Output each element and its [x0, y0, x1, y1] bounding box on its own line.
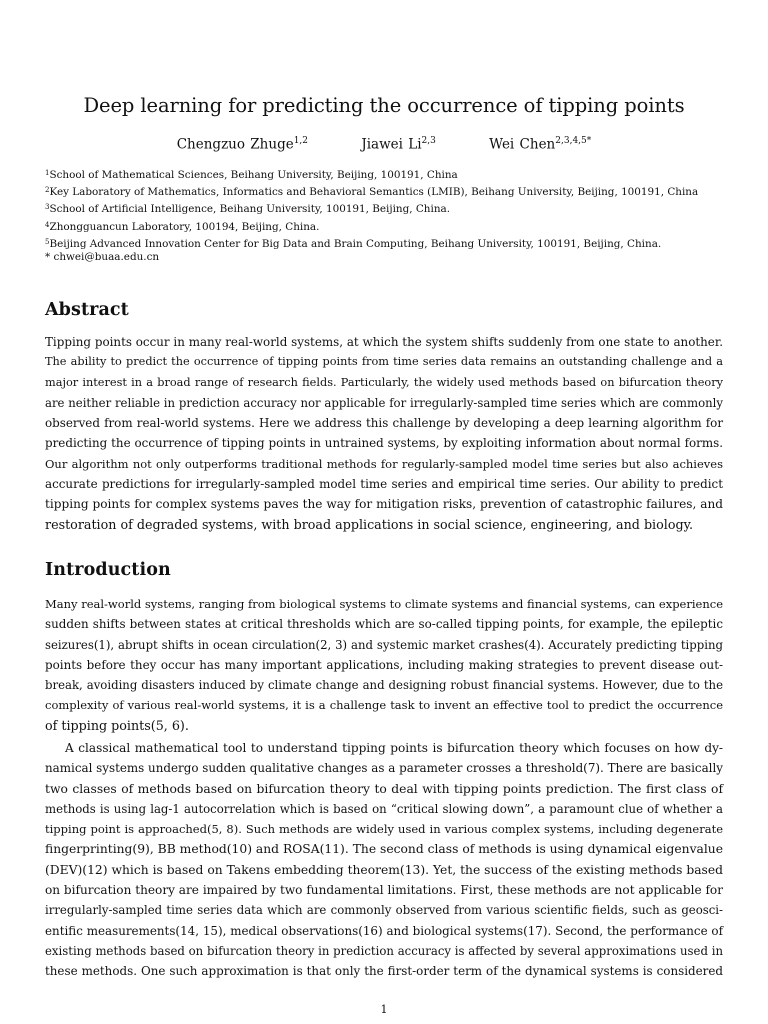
text-line: irregularly-sampled time series data which are commonly observed from various scientific fields, such as geosci- — [45, 903, 723, 918]
abstract-heading: Abstract — [45, 300, 129, 320]
affiliation-4 — [45, 218, 735, 235]
affiliation-3 — [45, 200, 735, 217]
text-line: namical systems undergo sudden qualitative changes as a parameter crosses a threshold(7). There are basically — [45, 761, 723, 776]
text-line: fingerprinting(9), BB method(10) and ROSA(11). The second class of methods is using dynamical eigenvalue — [45, 842, 723, 857]
text-line: Tipping points occur in many real-world systems, at which the system shifts suddenly from one state to another. — [45, 335, 723, 349]
text-line: two classes of methods based on bifurcation theory to deal with tipping points prediction. The first class of — [45, 781, 723, 796]
text-line: major interest in a broad range of research fields. Particularly, the widely used methods based on bifurcation theory — [45, 375, 723, 389]
affiliation-marker: 3 — [45, 203, 50, 212]
text-line: existing methods based on bifurcation theory in prediction accuracy is affected by several approximations used in — [45, 943, 723, 958]
author-name: Chengzuo Zhuge — [176, 136, 294, 153]
introduction-heading: Introduction — [45, 560, 171, 580]
affiliation-1 — [45, 166, 735, 183]
text-line: break, avoiding disasters induced by climate change and designing robust financial systems. However, due to the — [45, 678, 723, 693]
introduction-paragraph-1 — [45, 594, 723, 736]
abstract-paragraph — [45, 332, 723, 535]
affiliation-5 — [45, 235, 735, 252]
author-3 — [489, 136, 591, 153]
text-line: Our algorithm not only outperforms traditional methods for regularly-sampled model time series but also achieves — [45, 456, 723, 471]
text-line: Many real-world systems, ranging from biological systems to climate systems and financial systems, can experience — [45, 597, 723, 611]
affiliation-text: School of Mathematical Sciences, Beihang University, Beijing, 100191, China — [49, 169, 458, 181]
affiliation-2 — [45, 183, 735, 200]
text-line: accurate predictions for irregularly-sampled model time series and empirical time series. Our ability to predict — [45, 477, 723, 492]
correspondence-email: * chwei@buaa.edu.cn — [45, 251, 160, 263]
author-affiliation-marker: 2,3,4,5* — [555, 136, 592, 146]
author-affiliation-marker: 1,2 — [293, 136, 309, 146]
text-line: tipping points for complex systems paves the way for mitigation risks, prevention of catastrophic failures, and — [45, 497, 723, 512]
author-list — [0, 136, 768, 153]
affiliation-marker: 1 — [45, 169, 50, 177]
author-1 — [177, 136, 308, 153]
text-line: seizures(1), abrupt shifts in ocean circulation(2, 3) and systemic market crashes(4). Accurately predicting tipping — [45, 637, 723, 652]
affiliation-marker: 5 — [45, 237, 50, 246]
page-number: 1 — [380, 1003, 388, 1016]
author-name: Wei Chen — [489, 136, 556, 153]
author-2 — [361, 136, 436, 153]
text-line: restoration of degraded systems, with broad applications in social science, engineering, and biology. — [45, 516, 694, 532]
affiliation-list — [45, 166, 735, 252]
affiliation-marker: 2 — [45, 186, 50, 195]
text-line: observed from real-world systems. Here we address this challenge by developing a deep learning algorithm for — [45, 416, 723, 431]
affiliation-text: Key Laboratory of Mathematics, Informatics and Behavioral Semantics (LMIB), Beihang University, Beijing, 100191, China — [49, 186, 699, 199]
paper-title: Deep learning for predicting the occurrence of tipping points — [83, 94, 685, 117]
author-name: Jiawei Li — [361, 136, 422, 153]
text-line: methods is using lag-1 autocorrelation which is based on “critical slowing down”, a paramount clue of whether a — [45, 801, 723, 816]
affiliation-text: Beijing Advanced Innovation Center for Big Data and Brain Computing, Beihang University, 100191, Beijing, China. — [49, 237, 662, 250]
text-line: are neither reliable in prediction accuracy nor applicable for irregularly-sampled time series which are commonly — [45, 395, 723, 410]
text-line: these methods. One such approximation is that only the first-order term of the dynamical systems is considered — [45, 964, 723, 979]
text-line: The ability to predict the occurrence of tipping points from time series data remains an outstanding challenge and a — [45, 355, 723, 369]
text-line: points before they occur has many important applications, including making strategies to prevent disease out- — [45, 657, 723, 672]
text-line: A classical mathematical tool to understand tipping points is bifurcation theory which focuses on how dy- — [65, 741, 723, 755]
text-line: of tipping points(5, 6). — [45, 717, 189, 733]
text-line: sudden shifts between states at critical thresholds which are so-called tipping points, for example, the epileptic — [45, 617, 723, 632]
text-line: complexity of various real-world systems, it is a challenge task to invent an effective tool to predict the occurrence — [45, 698, 723, 713]
affiliation-text: School of Artificial Intelligence, Beihang University, 100191, Beijing, China. — [49, 203, 451, 216]
affiliation-text: Zhongguancun Laboratory, 100194, Beijing, China. — [49, 220, 320, 233]
text-line: tipping point is approached(5, 8). Such methods are widely used in various complex systems, including degenerate — [45, 822, 723, 837]
text-line: entific measurements(14, 15), medical observations(16) and biological systems(17). Second, the performance of — [45, 923, 723, 938]
affiliation-marker: 4 — [45, 220, 50, 229]
text-line: on bifurcation theory are impaired by two fundamental limitations. First, these methods are not applicable for — [45, 883, 723, 898]
text-line: predicting the occurrence of tipping points in untrained systems, by exploiting information about normal forms. — [45, 436, 723, 451]
introduction-paragraph-2 — [45, 738, 723, 982]
author-affiliation-marker: 2,3 — [421, 136, 436, 146]
text-line: (DEV)(12) which is based on Takens embedding theorem(13). Yet, the success of the existing methods based — [45, 862, 723, 877]
